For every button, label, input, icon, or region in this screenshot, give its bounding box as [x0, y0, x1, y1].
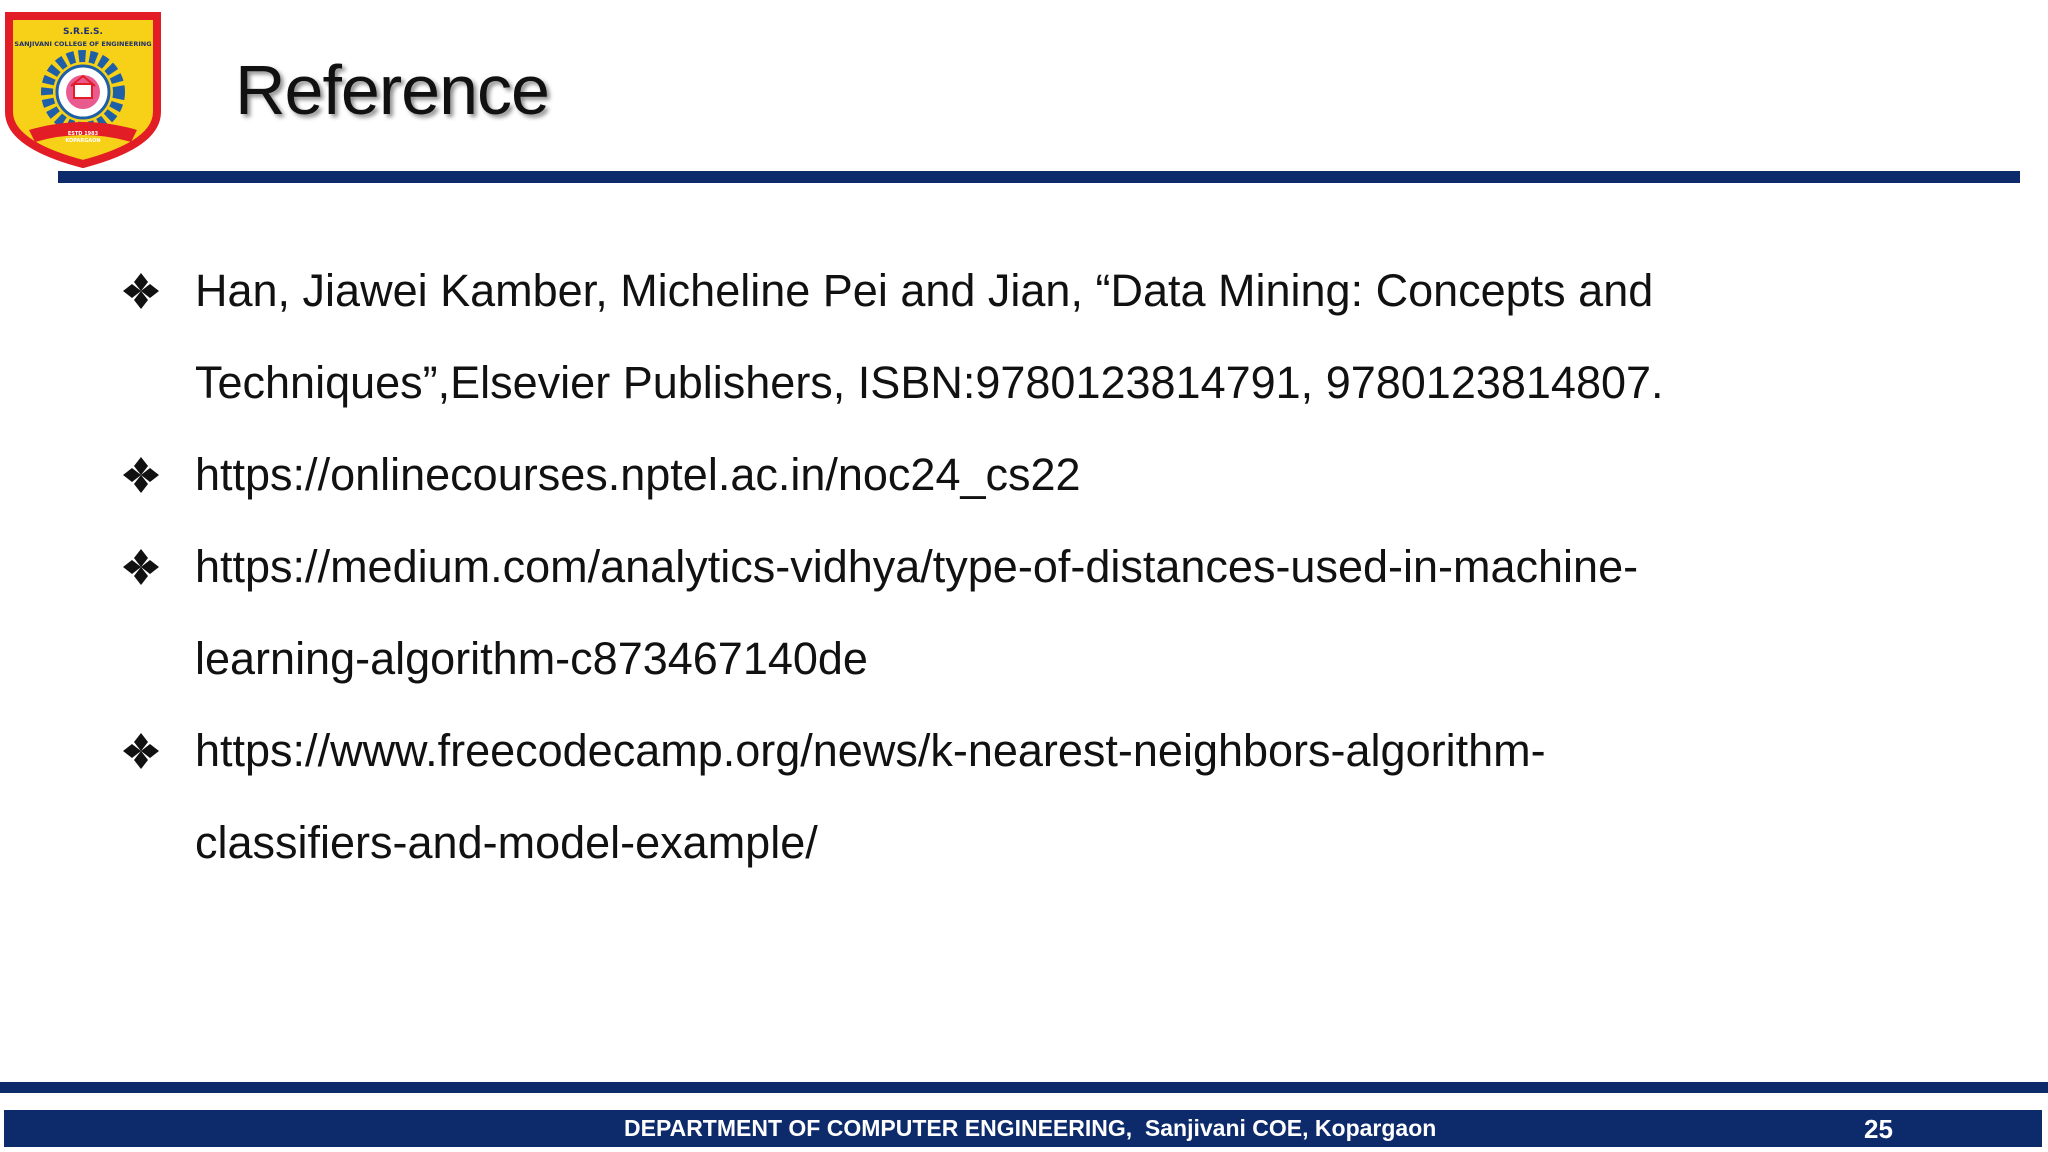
diamond-bullet-icon	[121, 731, 161, 771]
logo-place-text: KOPARGAON	[65, 138, 101, 144]
slide-title: Reference	[235, 51, 549, 129]
reference-line: Han, Jiawei Kamber, Micheline Pei and Jian, “Data Mining: Concepts and	[195, 265, 1654, 316]
title-divider	[58, 171, 2020, 183]
diamond-bullet-icon	[121, 547, 161, 587]
footer-bar	[4, 1110, 2042, 1147]
footer-department-text: DEPARTMENT OF COMPUTER ENGINEERING, Sanjivani COE, Kopargaon	[624, 1115, 1437, 1141]
page-number: 25	[1864, 1114, 1893, 1144]
reference-link[interactable]: https://medium.com/analytics-vidhya/type-of-distances-used-in-machine-	[195, 541, 1639, 592]
reference-link[interactable]: learning-algorithm-c873467140de	[195, 633, 868, 684]
reference-item	[118, 521, 1938, 705]
reference-link[interactable]: https://onlinecourses.nptel.ac.in/noc24_cs22	[195, 449, 1081, 500]
reference-line: Techniques”,Elsevier Publishers, ISBN:9780123814791, 9780123814807.	[195, 357, 1664, 408]
reference-item	[118, 245, 1938, 429]
diamond-bullet-icon	[121, 271, 161, 311]
reference-link[interactable]: classifiers-and-model-example/	[195, 817, 818, 868]
footer-divider	[0, 1082, 2048, 1093]
logo-college-text: SANJIVANI COLLEGE OF ENGINEERING	[14, 40, 152, 48]
logo-estd-text: ESTD 1983	[67, 131, 99, 137]
reference-item	[118, 429, 1938, 521]
reference-link[interactable]: https://www.freecodecamp.org/news/k-nearest-neighbors-algorithm-	[195, 725, 1546, 776]
logo-top-text: S.R.E.S.	[63, 27, 103, 37]
reference-list	[118, 245, 1938, 889]
diamond-bullet-icon	[121, 455, 161, 495]
reference-item	[118, 705, 1938, 889]
college-logo	[2, 10, 164, 168]
